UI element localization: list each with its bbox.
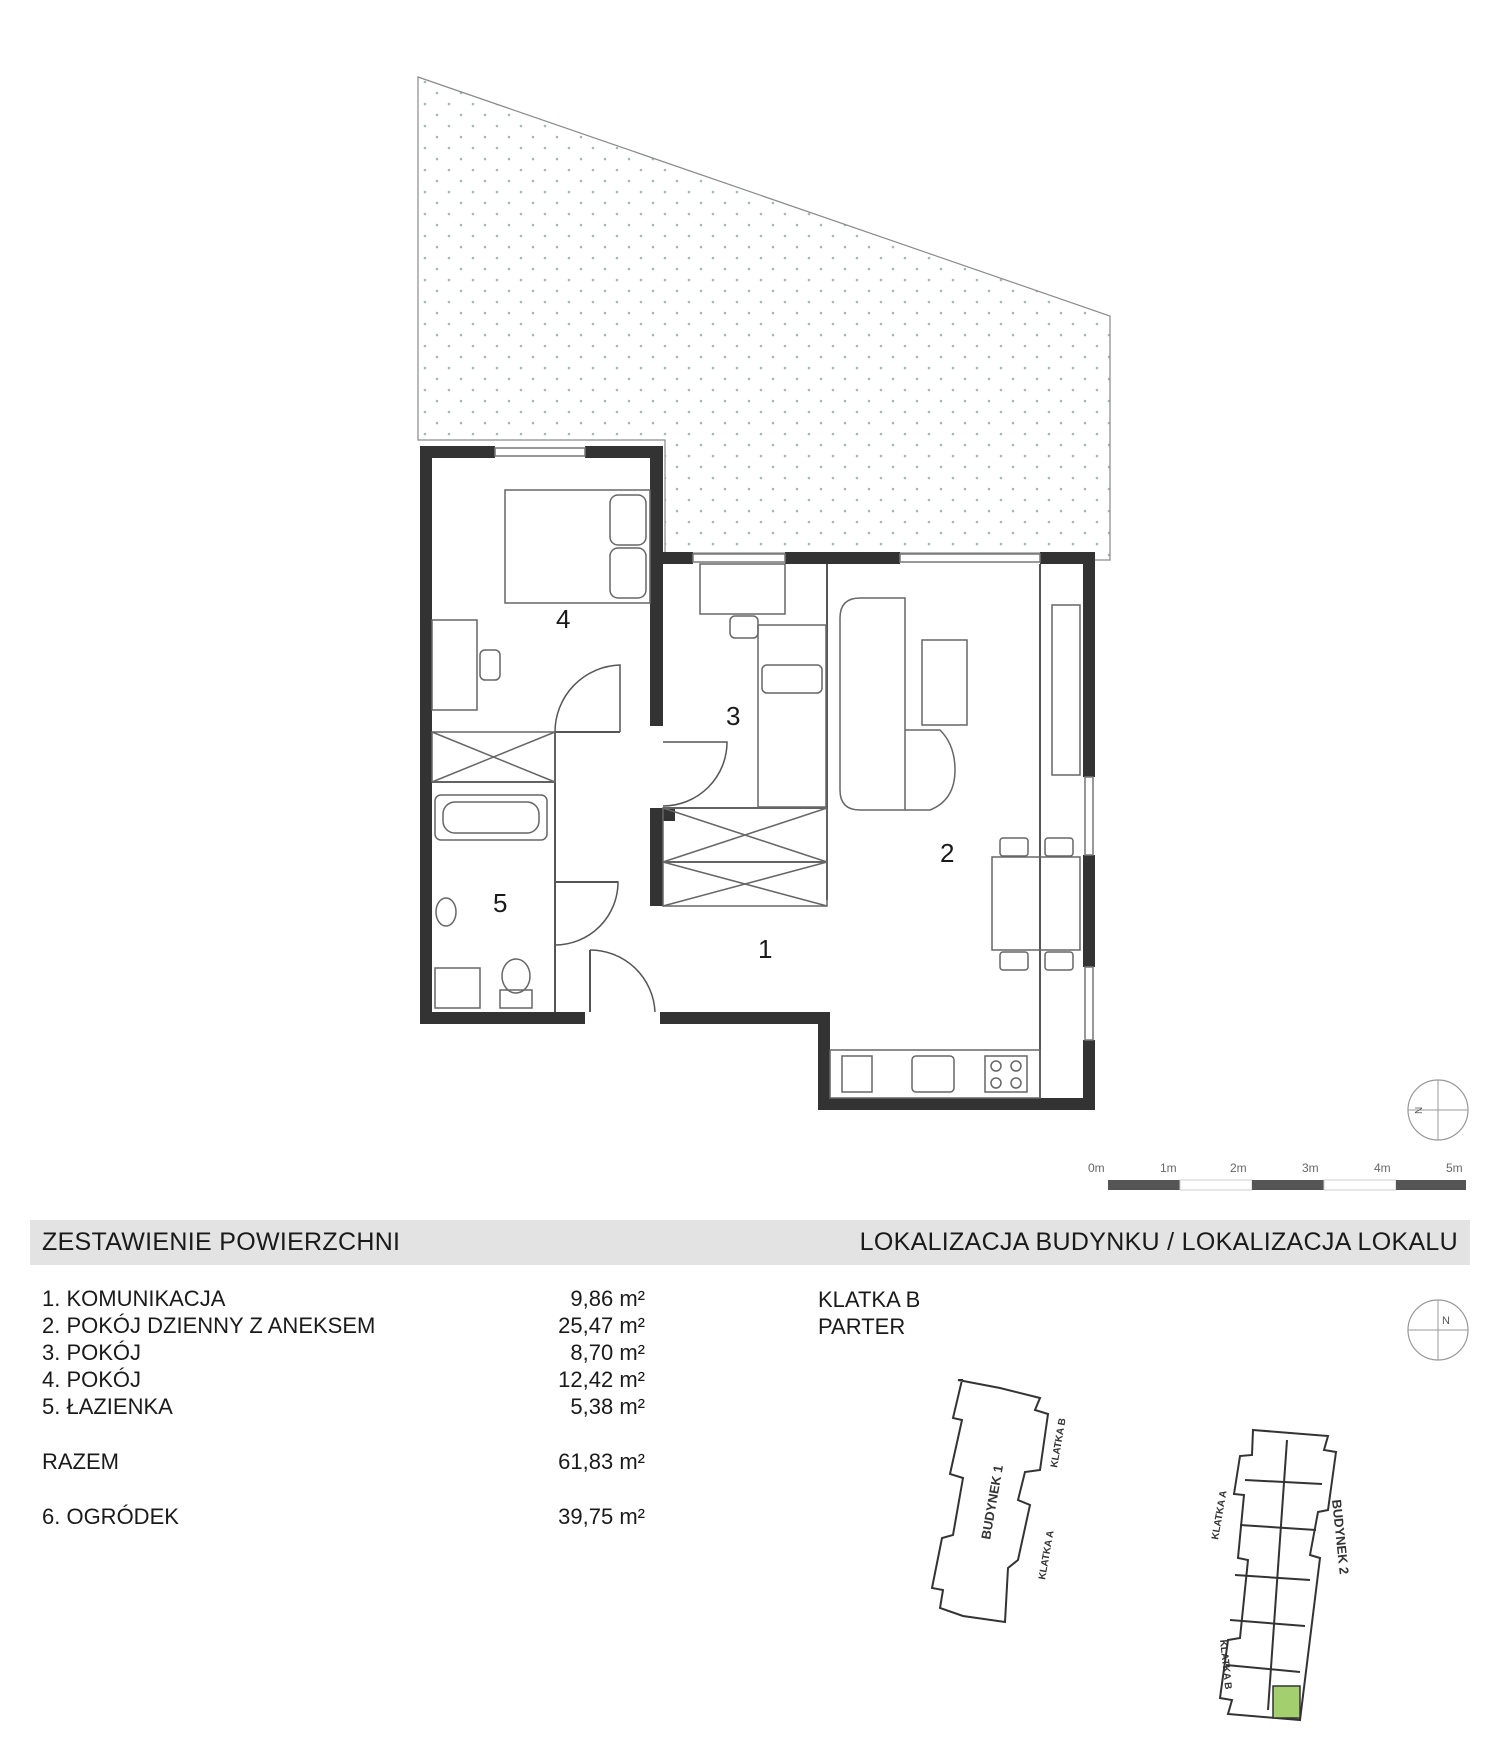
building-1-stair-a: KLATKA A — [1037, 1529, 1057, 1581]
garden-area — [418, 77, 1110, 560]
total-row — [40, 1449, 645, 1476]
room-name: 2. POKÓJ DZIENNY Z ANEKSEM — [42, 1313, 376, 1338]
compass-upper-icon — [1408, 1080, 1468, 1140]
room-name: 4. POKÓJ — [42, 1367, 142, 1392]
summary-title: ZESTAWIENIE POWIERZCHNI — [42, 1228, 401, 1256]
building-1-stair-b: KLATKA B — [1049, 1417, 1069, 1469]
furniture — [432, 490, 1080, 1098]
garden-name: 6. OGRÓDEK — [42, 1504, 179, 1529]
room-name: 1. KOMUNIKACJA — [42, 1286, 226, 1311]
garden-area-value: 39,75 m² — [558, 1504, 645, 1529]
wardrobes — [432, 732, 827, 906]
room-label-5: 5 — [493, 888, 508, 918]
garden-row — [40, 1504, 645, 1531]
list-item — [40, 1313, 645, 1340]
apartment-location-highlight — [1273, 1686, 1300, 1718]
building-2-outline — [1220, 1430, 1336, 1720]
scale-tick: 0m — [1088, 1161, 1105, 1175]
room-area: 12,42 m² — [558, 1367, 645, 1392]
list-item — [40, 1394, 645, 1421]
compass-lower-label: N — [1442, 1315, 1450, 1327]
room-label-3: 3 — [726, 701, 741, 731]
scale-tick: 3m — [1302, 1161, 1319, 1175]
building-1-name: BUDYNEK 1 — [978, 1463, 1006, 1541]
location-title: LOKALIZACJA BUDYNKU / LOKALIZACJA LOKALU — [859, 1228, 1458, 1256]
room-name: 5. ŁAZIENKA — [42, 1394, 173, 1419]
list-item — [40, 1286, 645, 1313]
list-item — [40, 1340, 645, 1367]
compass-lower-icon — [1408, 1300, 1468, 1360]
total-area: 61,83 m² — [558, 1449, 645, 1474]
total-name: RAZEM — [42, 1449, 119, 1474]
area-summary — [40, 1286, 645, 1531]
room-area: 5,38 m² — [570, 1394, 645, 1419]
location-info — [818, 1286, 920, 1340]
room-label-1: 1 — [758, 934, 773, 964]
building-2-stair-b: KLATKA B — [1217, 1639, 1234, 1691]
room-labels — [493, 604, 954, 964]
scale-tick: 1m — [1160, 1161, 1177, 1175]
list-item — [40, 1367, 645, 1394]
scale-tick: 5m — [1446, 1161, 1463, 1175]
room-area: 8,70 m² — [570, 1340, 645, 1365]
building-2-name: BUDYNEK 2 — [1329, 1498, 1352, 1576]
room-label-2: 2 — [940, 838, 955, 868]
compass-upper-label: N — [1414, 1106, 1425, 1114]
floor-label: PARTER — [818, 1314, 906, 1339]
staircase-label: KLATKA B — [818, 1287, 921, 1312]
scale-tick: 4m — [1374, 1161, 1391, 1175]
room-label-4: 4 — [556, 604, 571, 634]
room-area: 25,47 m² — [558, 1313, 645, 1338]
room-area: 9,86 m² — [570, 1286, 645, 1311]
building-2-stair-a: KLATKA A — [1210, 1489, 1230, 1541]
section-header-bar — [30, 1220, 1470, 1265]
scale-bar — [1088, 1161, 1466, 1190]
room-name: 3. POKÓJ — [42, 1340, 142, 1365]
door-swings — [555, 665, 727, 1012]
scale-tick: 2m — [1230, 1161, 1247, 1175]
